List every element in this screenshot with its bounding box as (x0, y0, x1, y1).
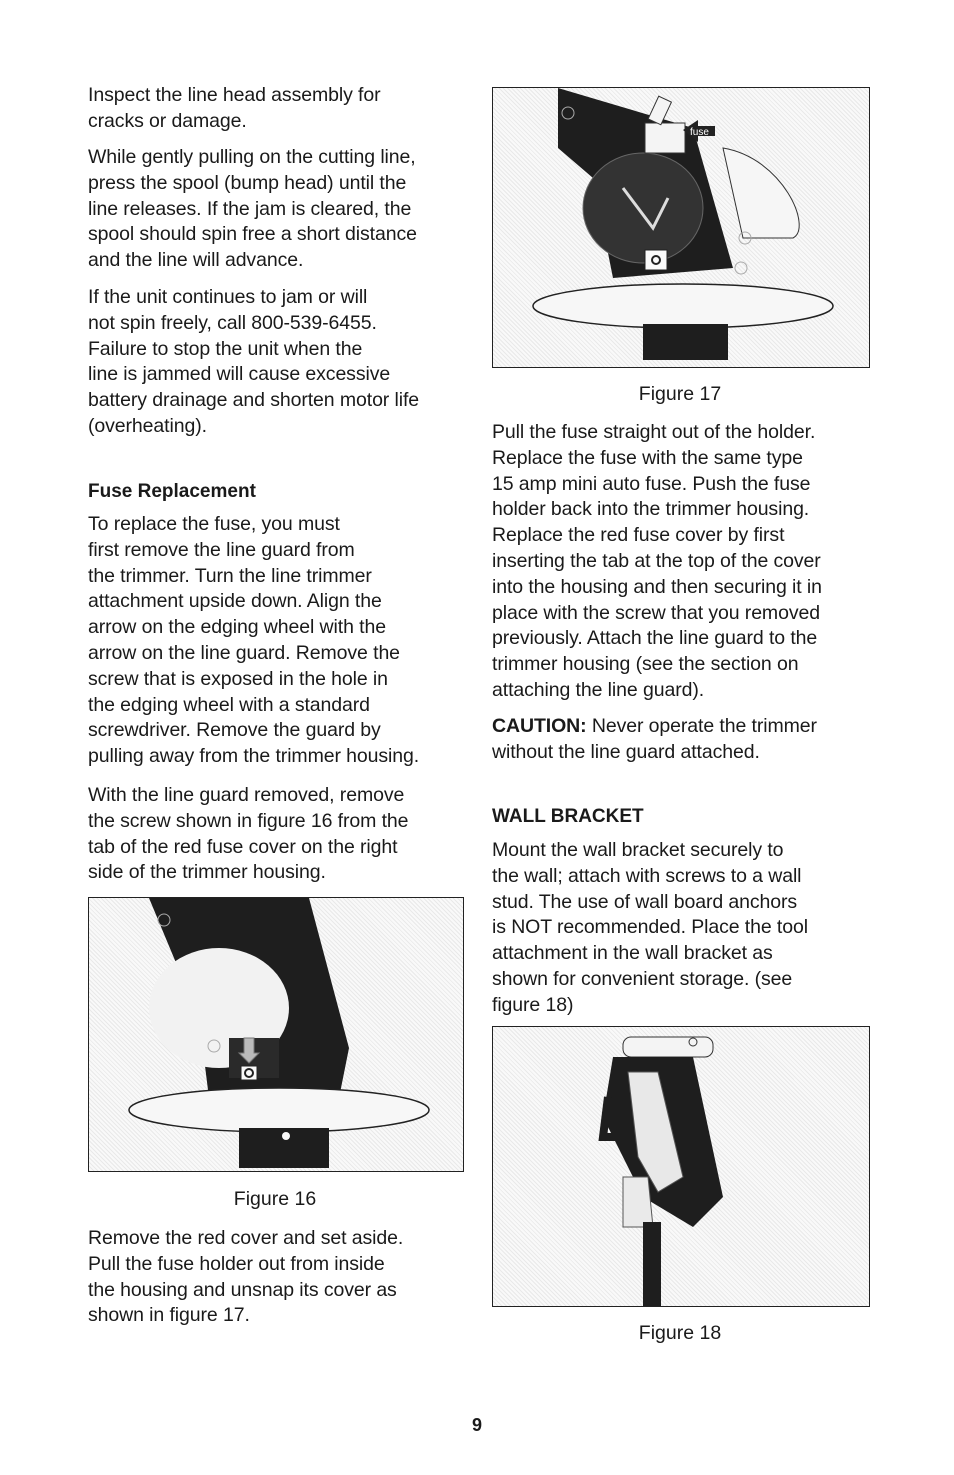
figure-16-illustration (88, 897, 464, 1172)
fuse-label: fuse (690, 127, 709, 138)
paragraph-remove-cover: Remove the red cover and set aside. Pull the fuse holder out from inside the housing and unsnap its cover as shown in figure 17. (88, 1227, 404, 1327)
heading-fuse-replacement: Fuse Replacement (88, 481, 256, 502)
fuse-holder-illustration (493, 88, 869, 367)
paragraph-pull-line: While gently pulling on the cutting line, press the spool (bump head) until the line releases. If the jam is cleared, the spool should spin free a short distance and the line will advance. (88, 146, 417, 272)
wall-bracket-illustration (493, 1027, 869, 1306)
trimmer-housing-illustration (89, 898, 463, 1171)
caution-text: Never operate the trimmer without the line guard attached. (492, 715, 817, 763)
figure-18-illustration (492, 1026, 870, 1307)
paragraph-caution (492, 714, 872, 766)
paragraph-pull-fuse: Pull the fuse straight out of the holder. Replace the fuse with the same type 15 amp mini auto fuse. Push the fuse holder back into the trimmer housing. Replace the red fuse cover by first inserting the tab at the top of the cover into the housing and then securing it in place with the screw that you removed previously. Attach the line guard to the trimmer housing (see the section on attaching the line guard). (492, 421, 822, 701)
paragraph-jam: If the unit continues to jam or will not spin freely, call 800-539-6455. Failure to stop the unit when the line is jammed will cause excessive battery drainage and shorten motor life (overheating). (88, 286, 420, 437)
paragraph-wall-bracket: Mount the wall bracket securely to the wall; attach with screws to a wall stud. The use of wall board anchors is NOT recommended. Place the tool attachment in the wall bracket as shown for convenient storage. (see figure 18) (492, 839, 808, 1016)
figure-16-caption: Figure 16 (233, 1188, 317, 1210)
paragraph-remove-screw: With the line guard removed, remove the screw shown in figure 16 from the tab of the red fuse cover on the right side of the trimmer housing. (88, 784, 409, 884)
figure-17-caption: Figure 17 (638, 383, 722, 405)
figure-17-illustration (492, 87, 870, 368)
figure-18-caption: Figure 18 (638, 1322, 722, 1344)
caution-label: CAUTION: (492, 715, 587, 737)
page-number: 9 (471, 1415, 482, 1435)
heading-wall-bracket: WALL BRACKET (492, 806, 644, 827)
paragraph-replace-fuse: To replace the fuse, you must first remove the line guard from the trimmer. Turn the line trimmer attachment upside down. Align the arrow on the edging wheel with the arrow on the line guard. Remove the screw that is exposed in the hole in the edging wheel with a standard screwdriver. Remove the guard by pulling away from the trimmer housing. (88, 513, 420, 768)
paragraph-inspect: Inspect the line head assembly for cracks or damage. (88, 84, 381, 132)
